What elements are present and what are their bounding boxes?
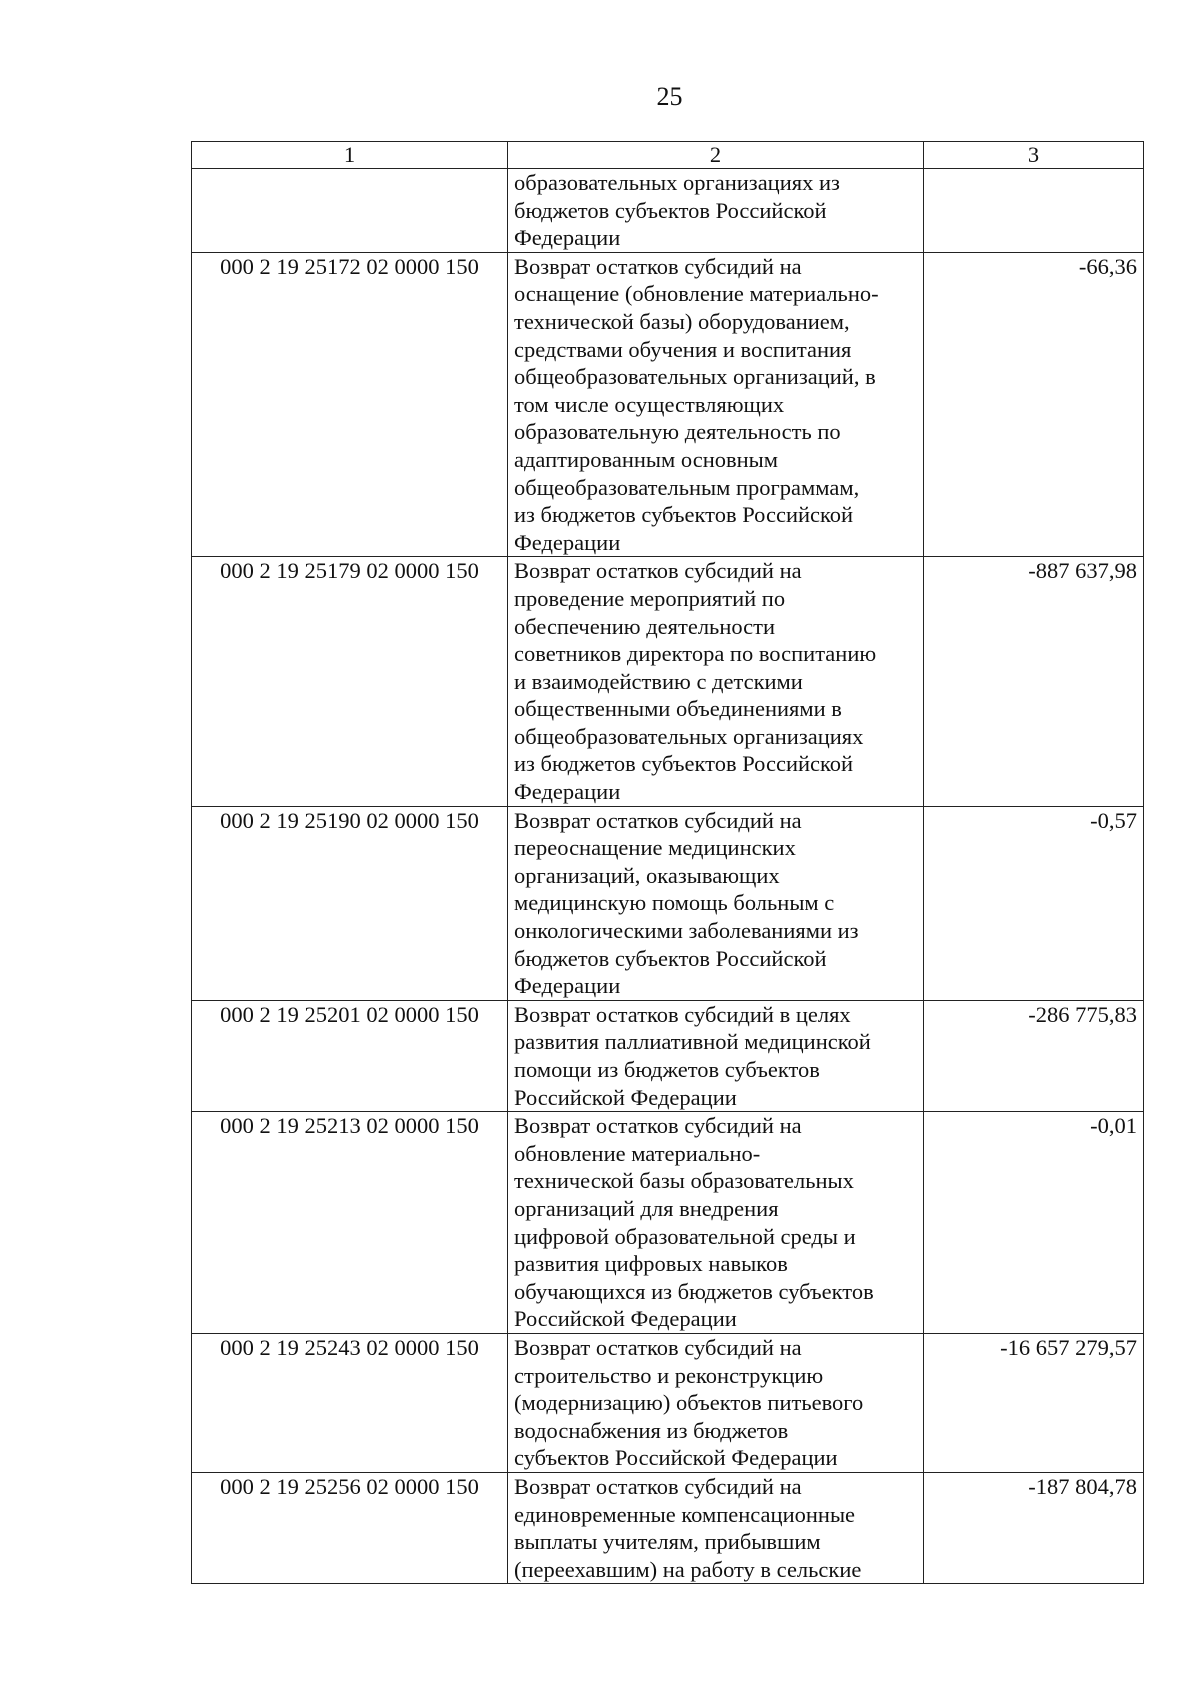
table-row — [192, 557, 1144, 806]
description-cell — [508, 557, 924, 806]
budget-code-cell: 000 2 19 25179 02 0000 150 — [192, 557, 508, 806]
description-line: общеобразовательных организаций, в — [514, 364, 876, 390]
description-line: строительство и реконструкцию — [514, 1362, 824, 1388]
description-line: Федерации — [514, 973, 621, 999]
amount-cell — [924, 169, 1144, 253]
description-line: из бюджетов субъектов Российской — [514, 751, 854, 777]
table-row — [192, 1333, 1144, 1472]
column-header-2: 2 — [508, 142, 924, 169]
description-line: Федерации — [514, 225, 621, 251]
description-line: помощи из бюджетов субъектов — [514, 1057, 820, 1082]
description-line: обновление материально- — [514, 1140, 761, 1166]
budget-code-cell: 000 2 19 25213 02 0000 150 — [192, 1112, 508, 1334]
description-line: образовательную деятельность по — [514, 419, 841, 445]
table-row — [192, 806, 1144, 1000]
table-row — [192, 169, 1144, 253]
amount-cell: -187 804,78 — [924, 1472, 1144, 1583]
description-line: средствами обучения и воспитания — [514, 336, 852, 362]
description-line: онкологическими заболеваниями из — [514, 918, 859, 944]
description-line: том числе осуществляющих — [514, 391, 785, 417]
description-cell — [508, 252, 924, 557]
description-line: общеобразовательных организациях — [514, 723, 864, 749]
description-line: субъектов Российской Федерации — [514, 1445, 838, 1471]
description-line: развития цифровых навыков — [514, 1251, 788, 1277]
description-line: медицинскую помощь больным с — [514, 890, 835, 916]
description-line: переоснащение медицинских — [514, 835, 796, 861]
description-line: технической базы образовательных — [514, 1168, 854, 1194]
description-line: Возврат остатков субсидий на — [514, 253, 802, 279]
table-body — [192, 169, 1144, 1584]
description-cell — [508, 169, 924, 253]
description-cell — [508, 1472, 924, 1583]
budget-code-cell: 000 2 19 25172 02 0000 150 — [192, 252, 508, 557]
description-line: советников директора по воспитанию — [514, 641, 877, 667]
description-line: Возврат остатков субсидий на — [514, 1334, 802, 1360]
description-line: Возврат остатков субсидий на — [514, 1113, 802, 1139]
description-line: организаций для внедрения — [514, 1195, 779, 1221]
amount-cell: -66,36 — [924, 252, 1144, 557]
description-line: выплаты учителям, прибывшим — [514, 1529, 821, 1555]
description-line: развития паллиативной медицинской — [514, 1029, 871, 1055]
description-line: Возврат остатков субсидий на — [514, 558, 802, 584]
budget-code-cell: 000 2 19 25256 02 0000 150 — [192, 1472, 508, 1583]
description-line: Российской Федерации — [514, 1084, 737, 1110]
description-line: общеобразовательным программам, — [514, 474, 860, 500]
description-line: Российской Федерации — [514, 1306, 737, 1332]
column-header-3: 3 — [924, 142, 1144, 169]
description-line: и взаимодействию с детскими — [514, 668, 803, 694]
description-cell — [508, 1000, 924, 1111]
table-row — [192, 252, 1144, 557]
budget-table — [191, 141, 1144, 1584]
description-line: адаптированным основным — [514, 446, 779, 472]
description-line: Возврат остатков субсидий на — [514, 807, 802, 833]
table-row — [192, 1112, 1144, 1334]
description-line: проведение мероприятий по — [514, 585, 786, 611]
description-line: Возврат остатков субсидий на — [514, 1473, 802, 1499]
budget-code-cell: 000 2 19 25190 02 0000 150 — [192, 806, 508, 1000]
description-line: цифровой образовательной среды и — [514, 1223, 856, 1249]
description-line: водоснабжения из бюджетов — [514, 1417, 789, 1443]
description-line: Федерации — [514, 779, 621, 805]
description-line: (модернизацию) объектов питьевого — [514, 1390, 864, 1416]
amount-cell: -286 775,83 — [924, 1000, 1144, 1111]
description-line: общественными объединениями в — [514, 696, 842, 722]
description-line: обучающихся из бюджетов субъектов — [514, 1278, 874, 1304]
description-line: из бюджетов субъектов Российской — [514, 502, 854, 528]
table-row — [192, 1472, 1144, 1583]
budget-code-cell — [192, 169, 508, 253]
page-number: 25 — [656, 82, 683, 111]
description-line: оснащение (обновление материально- — [514, 281, 879, 307]
table-row — [192, 1000, 1144, 1111]
description-line: образовательных организациях из — [514, 170, 840, 195]
description-line: обеспечению деятельности — [514, 613, 776, 639]
description-line: бюджетов субъектов Российской — [514, 945, 827, 971]
column-header-1: 1 — [192, 142, 508, 169]
description-line: технической базы) оборудованием, — [514, 308, 850, 334]
description-line: (переехавшим) на работу в сельские — [514, 1556, 862, 1582]
description-line: организаций, оказывающих — [514, 862, 780, 888]
budget-code-cell: 000 2 19 25201 02 0000 150 — [192, 1000, 508, 1111]
amount-cell: -16 657 279,57 — [924, 1333, 1144, 1472]
description-line: единовременные компенсационные — [514, 1501, 856, 1527]
description-cell — [508, 1333, 924, 1472]
description-cell — [508, 1112, 924, 1334]
amount-cell: -0,57 — [924, 806, 1144, 1000]
description-line: бюджетов субъектов Российской — [514, 197, 827, 223]
description-cell — [508, 806, 924, 1000]
amount-cell: -887 637,98 — [924, 557, 1144, 806]
budget-code-cell: 000 2 19 25243 02 0000 150 — [192, 1333, 508, 1472]
table-header-row — [192, 142, 1144, 169]
description-line: Федерации — [514, 529, 621, 555]
description-line: Возврат остатков субсидий в целях — [514, 1001, 851, 1027]
amount-cell: -0,01 — [924, 1112, 1144, 1334]
